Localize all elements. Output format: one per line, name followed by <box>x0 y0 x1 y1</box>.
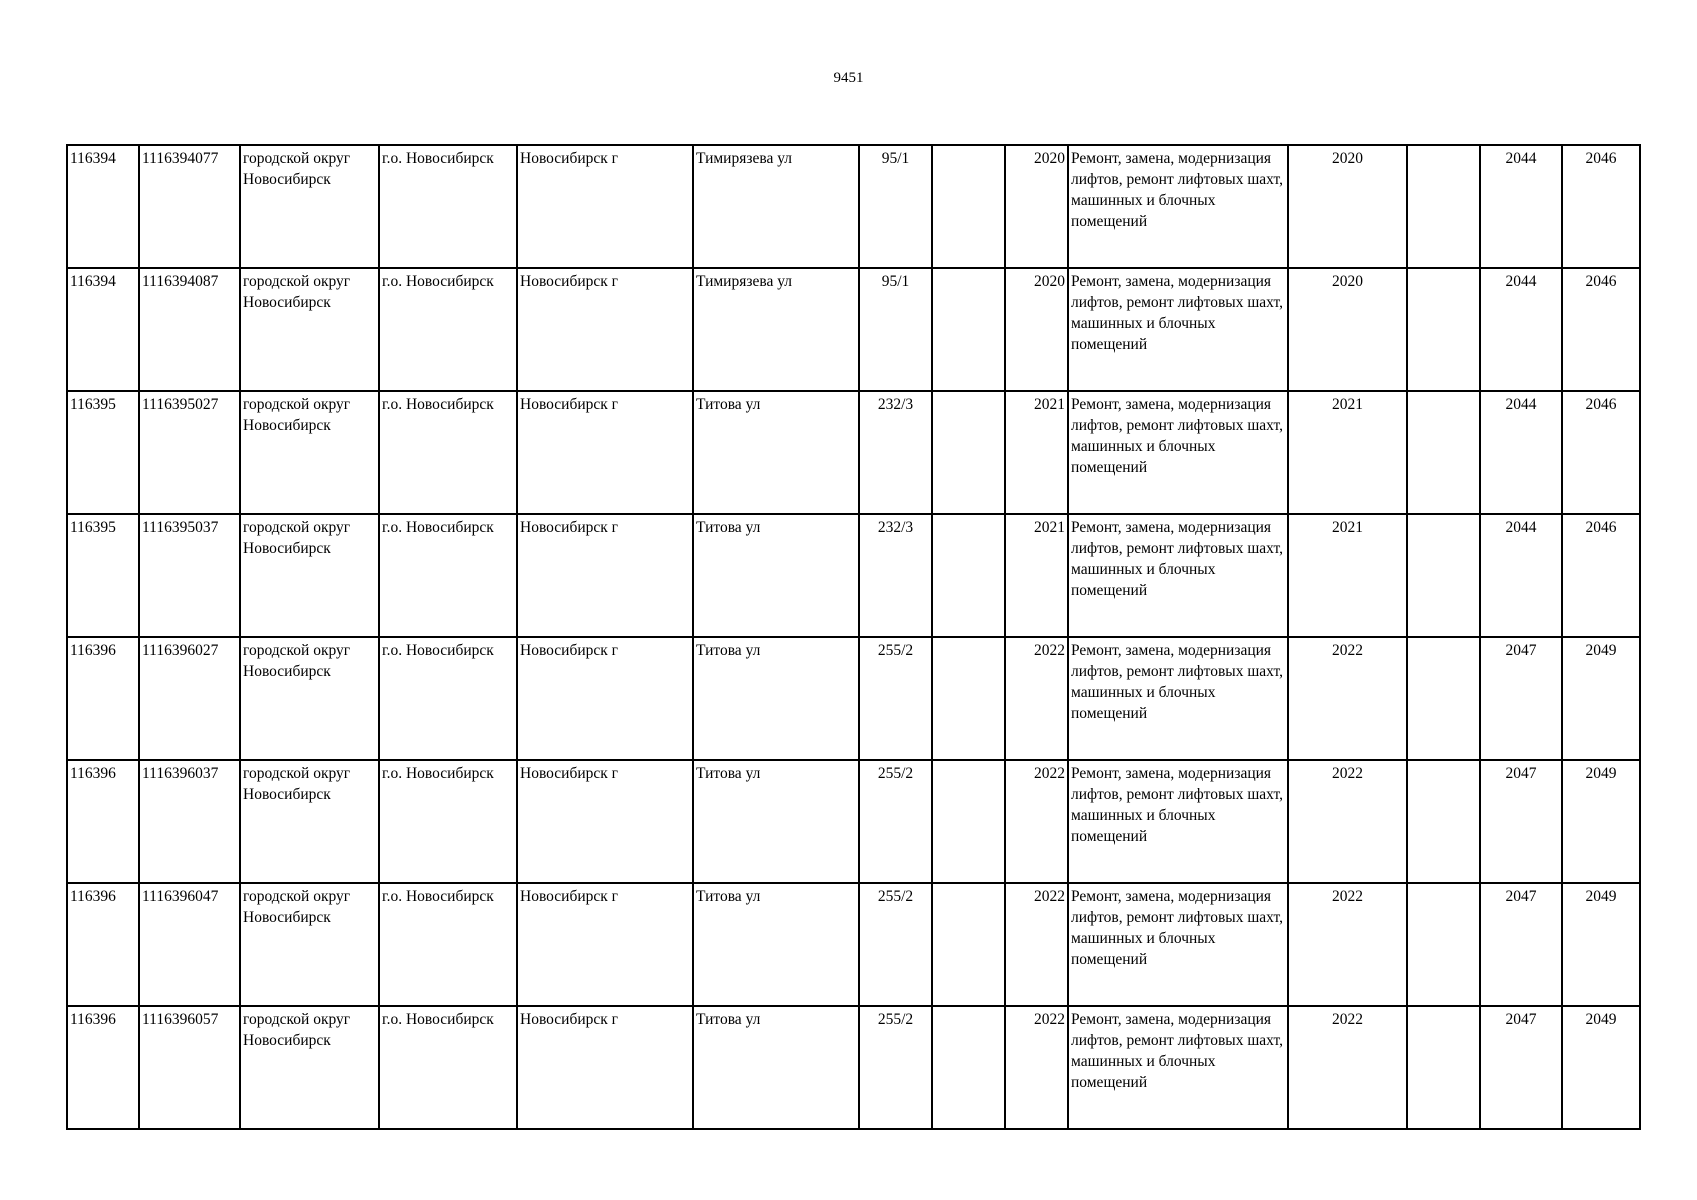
cell-municipality: г.о. Новосибирск <box>379 268 517 391</box>
cell-municipality: г.о. Новосибирск <box>379 1006 517 1129</box>
cell-year: 2022 <box>1005 637 1068 760</box>
cell-work-type: Ремонт, замена, модернизация лифтов, ремонт лифтовых шахт, машинных и блочных помещений <box>1068 268 1288 391</box>
cell-year: 2022 <box>1005 760 1068 883</box>
cell-street: Титова ул <box>693 760 859 883</box>
cell-year-planned: 2022 <box>1288 760 1407 883</box>
cell-street: Титова ул <box>693 883 859 1006</box>
cell-year-planned: 2020 <box>1288 268 1407 391</box>
cell-code: 1116394087 <box>139 268 240 391</box>
cell-city: Новосибирск г <box>517 268 693 391</box>
cell-municipality: г.о. Новосибирск <box>379 760 517 883</box>
cell-year-planned: 2021 <box>1288 514 1407 637</box>
cell-work-type: Ремонт, замена, модернизация лифтов, ремонт лифтовых шахт, машинных и блочных помещений <box>1068 760 1288 883</box>
cell-city: Новосибирск г <box>517 391 693 514</box>
cell-municipality: г.о. Новосибирск <box>379 145 517 268</box>
cell-code: 1116396027 <box>139 637 240 760</box>
cell-district: городской округ Новосибирск <box>240 637 379 760</box>
cell-period-end: 2046 <box>1562 514 1640 637</box>
cell-id: 116396 <box>67 883 139 1006</box>
cell-empty <box>1407 268 1480 391</box>
cell-street: Титова ул <box>693 1006 859 1129</box>
cell-empty <box>932 760 1005 883</box>
cell-period-end: 2049 <box>1562 1006 1640 1129</box>
cell-year-planned: 2022 <box>1288 1006 1407 1129</box>
cell-house: 255/2 <box>859 760 932 883</box>
cell-empty <box>932 391 1005 514</box>
cell-city: Новосибирск г <box>517 883 693 1006</box>
cell-period-end: 2049 <box>1562 883 1640 1006</box>
table-row <box>67 514 1640 637</box>
table-row <box>67 145 1640 268</box>
cell-empty <box>1407 514 1480 637</box>
cell-code: 1116396057 <box>139 1006 240 1129</box>
cell-empty <box>932 268 1005 391</box>
cell-period-start: 2047 <box>1480 883 1562 1006</box>
cell-municipality: г.о. Новосибирск <box>379 391 517 514</box>
cell-district: городской округ Новосибирск <box>240 514 379 637</box>
cell-period-start: 2047 <box>1480 1006 1562 1129</box>
cell-district: городской округ Новосибирск <box>240 391 379 514</box>
cell-city: Новосибирск г <box>517 514 693 637</box>
cell-id: 116394 <box>67 268 139 391</box>
cell-code: 1116395037 <box>139 514 240 637</box>
table-row <box>67 883 1640 1006</box>
cell-work-type: Ремонт, замена, модернизация лифтов, ремонт лифтовых шахт, машинных и блочных помещений <box>1068 1006 1288 1129</box>
cell-city: Новосибирск г <box>517 1006 693 1129</box>
cell-street: Тимирязева ул <box>693 145 859 268</box>
cell-district: городской округ Новосибирск <box>240 1006 379 1129</box>
cell-period-start: 2047 <box>1480 760 1562 883</box>
table-body <box>67 145 1640 1129</box>
cell-id: 116396 <box>67 1006 139 1129</box>
cell-empty <box>932 637 1005 760</box>
table-row <box>67 760 1640 883</box>
cell-house: 95/1 <box>859 268 932 391</box>
table-row <box>67 637 1640 760</box>
cell-code: 1116395027 <box>139 391 240 514</box>
cell-empty <box>1407 637 1480 760</box>
table-row <box>67 268 1640 391</box>
cell-period-end: 2049 <box>1562 760 1640 883</box>
cell-work-type: Ремонт, замена, модернизация лифтов, ремонт лифтовых шахт, машинных и блочных помещений <box>1068 637 1288 760</box>
cell-year: 2021 <box>1005 514 1068 637</box>
cell-municipality: г.о. Новосибирск <box>379 637 517 760</box>
cell-id: 116396 <box>67 637 139 760</box>
cell-house: 232/3 <box>859 514 932 637</box>
cell-year: 2021 <box>1005 391 1068 514</box>
cell-period-start: 2044 <box>1480 514 1562 637</box>
cell-empty <box>932 514 1005 637</box>
cell-code: 1116396037 <box>139 760 240 883</box>
table-row <box>67 391 1640 514</box>
cell-period-end: 2049 <box>1562 637 1640 760</box>
cell-house: 255/2 <box>859 883 932 1006</box>
cell-street: Тимирязева ул <box>693 268 859 391</box>
table-row <box>67 1006 1640 1129</box>
cell-id: 116396 <box>67 760 139 883</box>
cell-code: 1116394077 <box>139 145 240 268</box>
cell-year: 2020 <box>1005 145 1068 268</box>
cell-period-start: 2047 <box>1480 637 1562 760</box>
data-table <box>66 144 1641 1130</box>
cell-city: Новосибирск г <box>517 760 693 883</box>
cell-district: городской округ Новосибирск <box>240 145 379 268</box>
cell-period-start: 2044 <box>1480 268 1562 391</box>
cell-street: Титова ул <box>693 514 859 637</box>
cell-work-type: Ремонт, замена, модернизация лифтов, ремонт лифтовых шахт, машинных и блочных помещений <box>1068 514 1288 637</box>
cell-period-start: 2044 <box>1480 145 1562 268</box>
page-number: 9451 <box>833 70 864 86</box>
cell-house: 255/2 <box>859 637 932 760</box>
cell-period-end: 2046 <box>1562 268 1640 391</box>
cell-work-type: Ремонт, замена, модернизация лифтов, ремонт лифтовых шахт, машинных и блочных помещений <box>1068 883 1288 1006</box>
cell-year-planned: 2022 <box>1288 637 1407 760</box>
cell-period-start: 2044 <box>1480 391 1562 514</box>
cell-municipality: г.о. Новосибирск <box>379 514 517 637</box>
cell-empty <box>932 1006 1005 1129</box>
cell-house: 255/2 <box>859 1006 932 1129</box>
cell-empty <box>932 883 1005 1006</box>
cell-empty <box>1407 1006 1480 1129</box>
cell-year: 2022 <box>1005 1006 1068 1129</box>
cell-street: Титова ул <box>693 391 859 514</box>
cell-district: городской округ Новосибирск <box>240 268 379 391</box>
cell-district: городской округ Новосибирск <box>240 760 379 883</box>
cell-city: Новосибирск г <box>517 637 693 760</box>
cell-year-planned: 2022 <box>1288 883 1407 1006</box>
cell-work-type: Ремонт, замена, модернизация лифтов, ремонт лифтовых шахт, машинных и блочных помещений <box>1068 391 1288 514</box>
cell-house: 95/1 <box>859 145 932 268</box>
cell-empty <box>932 145 1005 268</box>
cell-street: Титова ул <box>693 637 859 760</box>
cell-id: 116395 <box>67 391 139 514</box>
cell-year: 2022 <box>1005 883 1068 1006</box>
cell-period-end: 2046 <box>1562 391 1640 514</box>
cell-house: 232/3 <box>859 391 932 514</box>
cell-period-end: 2046 <box>1562 145 1640 268</box>
cell-year-planned: 2021 <box>1288 391 1407 514</box>
cell-id: 116394 <box>67 145 139 268</box>
cell-id: 116395 <box>67 514 139 637</box>
cell-code: 1116396047 <box>139 883 240 1006</box>
cell-empty <box>1407 760 1480 883</box>
cell-work-type: Ремонт, замена, модернизация лифтов, ремонт лифтовых шахт, машинных и блочных помещений <box>1068 145 1288 268</box>
cell-empty <box>1407 883 1480 1006</box>
cell-empty <box>1407 145 1480 268</box>
cell-year-planned: 2020 <box>1288 145 1407 268</box>
cell-district: городской округ Новосибирск <box>240 883 379 1006</box>
cell-empty <box>1407 391 1480 514</box>
cell-year: 2020 <box>1005 268 1068 391</box>
cell-municipality: г.о. Новосибирск <box>379 883 517 1006</box>
cell-city: Новосибирск г <box>517 145 693 268</box>
